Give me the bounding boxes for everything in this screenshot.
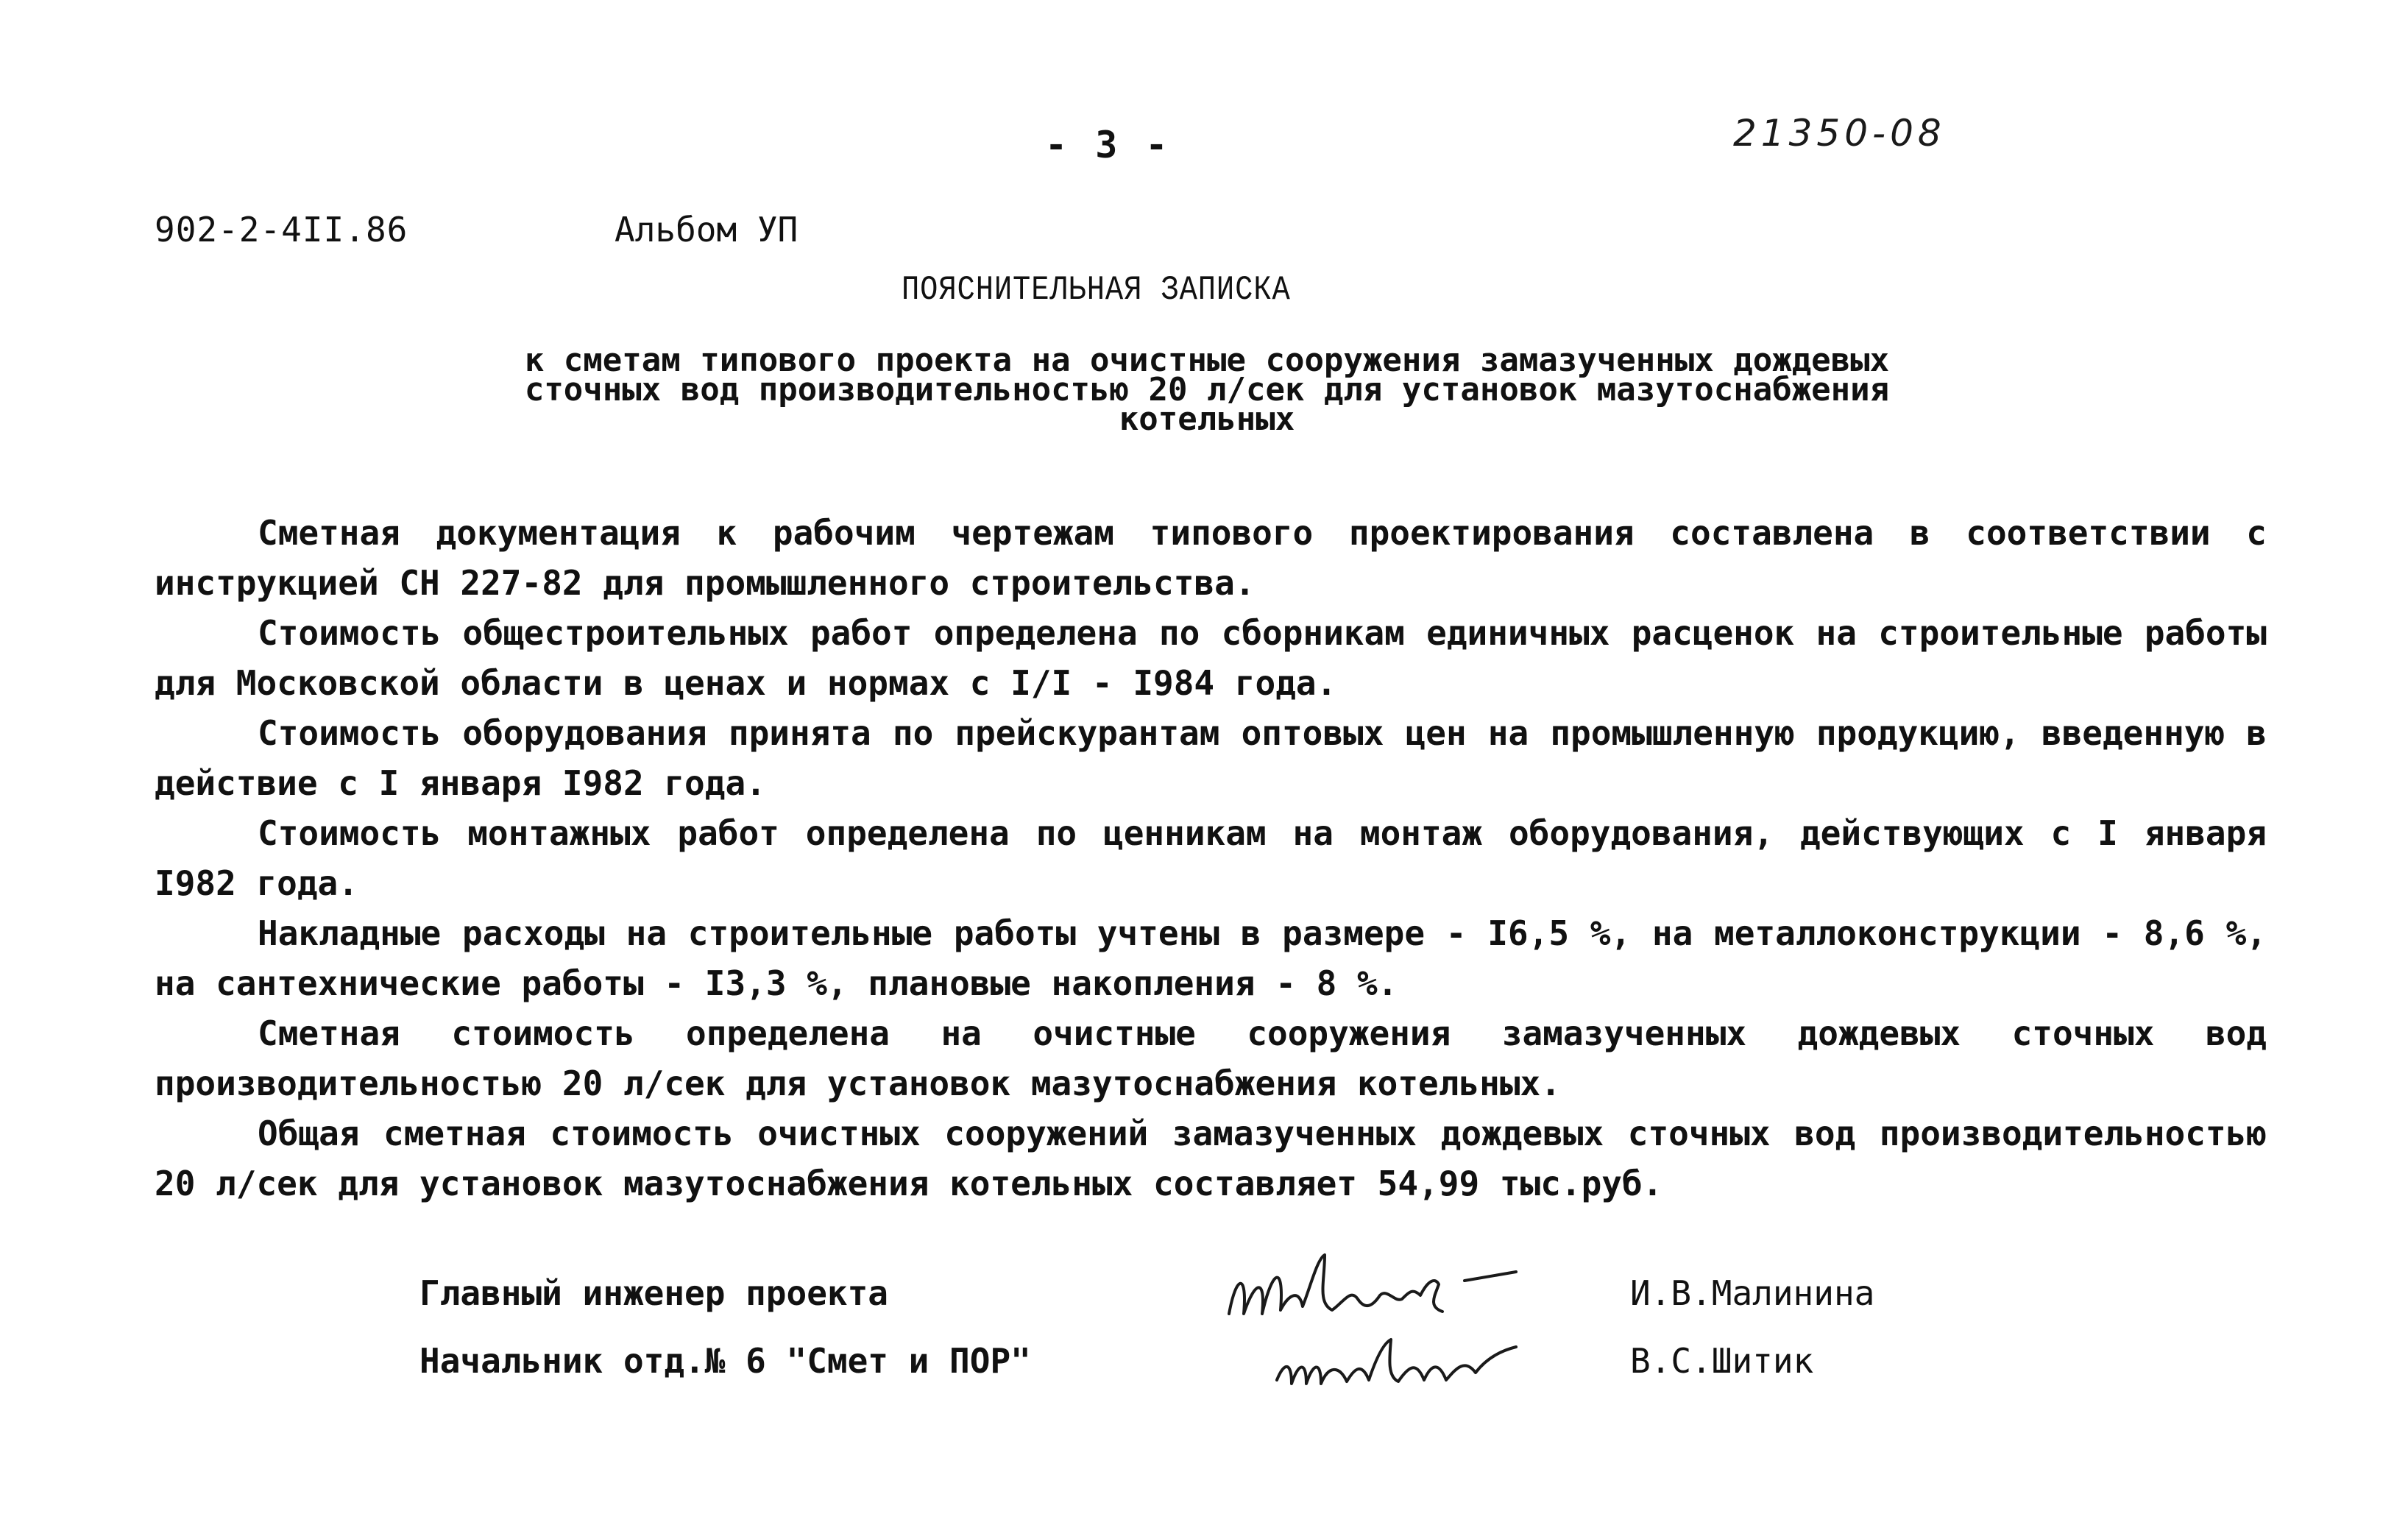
signatory-name-chief-engineer: И.В.Малинина — [1630, 1273, 1875, 1313]
paragraph: Стоимость общестроительных работ определена по сборникам единичных расценок на строительные работы для Московской области в ценах и нормах с I/I - I984 года. — [155, 613, 2267, 703]
page-number: - 3 - — [1045, 124, 1171, 166]
paragraph: Стоимость оборудования принята по прейскурантам оптовых цен на промышленную продукцию, введенную в действие с I января I982 года. — [155, 713, 2267, 803]
signatory-name-department-head: В.С.Шитик — [1630, 1341, 1814, 1381]
document-code: 902-2-4II.86 — [155, 210, 408, 250]
handwritten-signature — [1266, 1329, 1575, 1409]
paragraph: Общая сметная стоимость очистных сооружений замазученных дождевых сточных вод производительностью 20 л/сек для установок мазутоснабжения котельных составляет 54,99 тыс.руб. — [155, 1114, 2267, 1203]
subtitle-line: котельных — [1119, 400, 1295, 438]
paragraph: Сметная документация к рабочим чертежам типового проектирования составлена в соответствии с инструкцией СН 227-82 для промышленного строительства. — [155, 513, 2267, 603]
document-subtitle — [471, 342, 1943, 438]
paragraph: Сметная стоимость определена на очистные сооружения замазученных дождевых сточных вод производительностью 20 л/сек для установок мазутоснабжения котельных. — [155, 1013, 2267, 1103]
handwritten-signature — [1214, 1244, 1568, 1340]
document-title: ПОЯСНИТЕЛЬНАЯ ЗАПИСКА — [902, 271, 1291, 309]
paragraph: Стоимость монтажных работ определена по ценникам на монтаж оборудования, действующих с I января I982 года. — [155, 813, 2267, 903]
handwritten-code: 21350-08 — [1733, 112, 1946, 155]
body-text — [155, 508, 2267, 1209]
signatory-role-department-head: Начальник отд.№ 6 "Смет и ПОР" — [419, 1341, 1031, 1381]
subtitle-line: сточных вод производительностью 20 л/сек для установок мазутоснабжения — [524, 371, 1890, 408]
album-label: Альбом УП — [615, 210, 798, 250]
signatory-role-chief-engineer: Главный инженер проекта — [419, 1273, 888, 1313]
subtitle-line: к сметам типового проекта на очистные сооружения замазученных дождевых — [524, 342, 1890, 379]
paragraph: Накладные расходы на строительные работы учтены в размере - I6,5 %, на металлоконструкции - 8,6 %, на сантехнические работы - I3,3 %, плановые накопления - 8 %. — [155, 913, 2267, 1003]
